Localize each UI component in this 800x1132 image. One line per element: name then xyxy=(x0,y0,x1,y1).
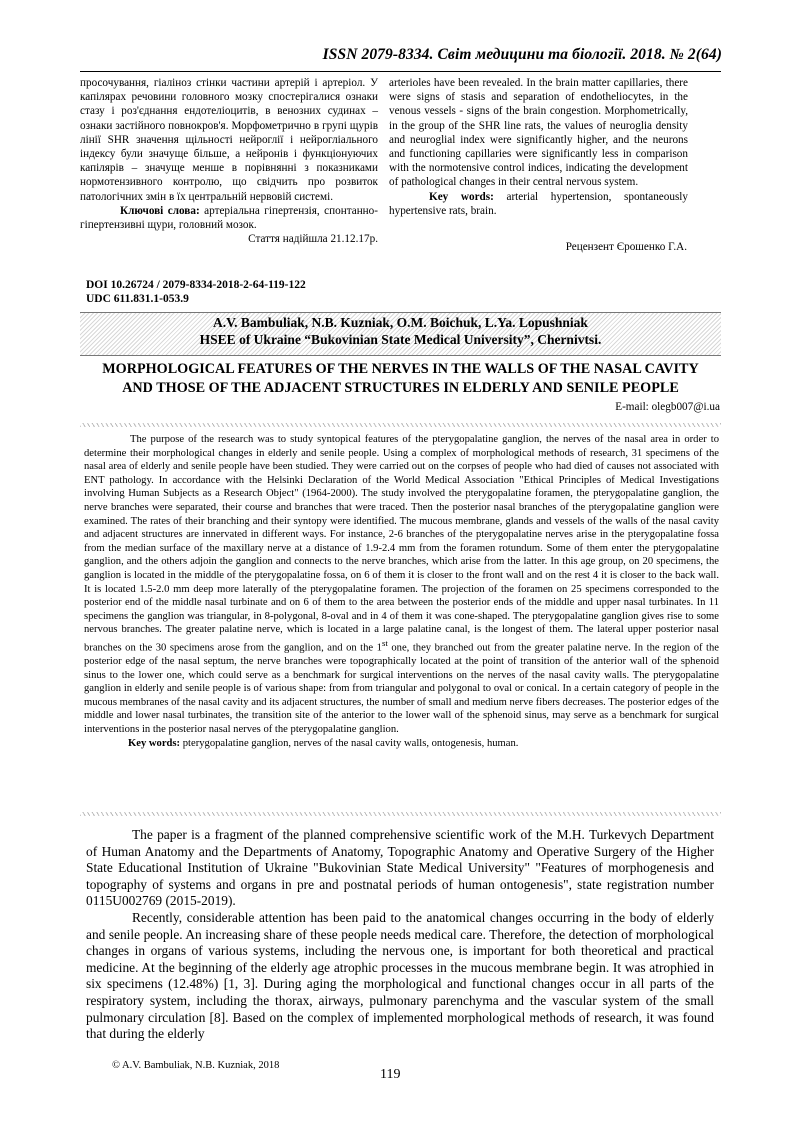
left-keywords-text: артеріальна гіпертензія, спонтанно-гіпертензивні щури, головний мозок. xyxy=(80,204,378,232)
institution: HSEE of Ukraine “Bukovinian State Medical University”, Chernivtsi. xyxy=(199,332,602,347)
authors: A.V. Bambuliak, N.B. Kuzniak, O.M. Boichuk, L.Ya. Lopushniak xyxy=(213,315,588,330)
left-keywords xyxy=(80,204,378,232)
abstract-keywords xyxy=(84,737,719,751)
abstract-superscript: st xyxy=(381,637,388,648)
article-title xyxy=(80,360,721,398)
reviewer: Рецензент Єрошенко Г.А. xyxy=(565,241,687,253)
doi-block xyxy=(86,278,306,306)
body-text xyxy=(86,827,714,1043)
author-banner xyxy=(80,314,721,348)
right-column xyxy=(389,76,688,218)
journal-header: ISSN 2079-8334. Світ медицини та біології. 2018. № 2(64) xyxy=(322,46,722,63)
left-column-text: просочування, гіаліноз стінки частини артерій і артеріол. У капілярах речовини головного мозку спостерігалися ознаки стазу і роз'єднання ендотеліоцитів, в венозних судинах – ознаки застійного повнокров'я. Морфометрично в групі щурів лінії SHR значення щільності нейроглії і нейрогліального індексу були значуще більше, а нейронів і функціонуючих капілярів – значуще менше в порівнянні з показниками нормотензивного контролю, що свідчить про розвиток патологічних змін в їх центральній нервовій системі. xyxy=(80,77,378,203)
left-keywords-label: Ключові слова: xyxy=(120,204,200,217)
abstract-bottom-divider xyxy=(80,812,721,816)
right-keywords-text: arterial hypertension, spontaneously hypertensive rats, brain. xyxy=(389,190,689,217)
body-paragraph-1: The paper is a fragment of the planned comprehensive scientific work of the M.H. Turkevych Department of Human Anatomy and the Departments of Anatomy, Topographic Anatomy and Operative Surgery of the Higher State Educational Institution of Ukraine "Bukovinian State Medical University" "Features of morphogenesis and topography of systems and organs in pre and postnatal periods of human ontogenesis", state registration number 0115U002769 (2015-2019). xyxy=(86,827,714,909)
abstract-top-divider xyxy=(80,423,721,427)
body-paragraph-2: Recently, considerable attention has been paid to the anatomical changes occurring in the body of elderly and senile people. An increasing share of these people needs medical care. Therefore, the detection of morphological changes in organs of various systems, including the nervous one, is important for both theoretical and practical medicine. At the beginning of the elderly age atrophic processes in the mucous membrane begin. It was atrophied in six specimens (12.48%) [1, 3]. During aging the morphological and functional changes occur in all parts of the respiratory system, including the thorax, airways, pulmonary parenchyma and the vascular system of the small pulmonary circulation [8]. Based on the complex of implemented morphological methods of research, it was found that during the elderly xyxy=(86,909,714,1042)
abstract-text xyxy=(84,433,719,737)
footer-copyright: © A.V. Bambuliak, N.B. Kuzniak, 2018 xyxy=(112,1060,280,1071)
doi: DOI 10.26724 / 2079-8334-2018-2-64-119-122 xyxy=(86,279,306,291)
right-keywords xyxy=(389,190,688,218)
abstract-keywords-text: pterygopalatine ganglion, nerves of the nasal cavity walls, ontogenesis, human. xyxy=(182,737,519,749)
title-line-2: AND THOSE OF THE ADJACENT STRUCTURES IN ELDERLY AND SENILE PEOPLE xyxy=(122,380,679,396)
contact-email: E-mail: olegb007@i.ua xyxy=(615,401,720,413)
right-keywords-label: Key words: xyxy=(429,190,494,203)
udc: UDC 611.831.1-053.9 xyxy=(86,293,189,305)
abstract-part-2: one, they branched out from the greater palatine nerve. In the region of the posterior edge of the nasal septum, the nerve branches were topographically located at the point of transition of the anterior wall of the sphenoid sinus to the lower one, which could serve as a benchmark for surgical interventions on the nerves of the nasal cavity walls. The pterygopalatine ganglion in elderly and senile people is of various shape: from from triangular and polygonal to oval or conical. In a certain category of people in the mucous membranes of the nasal cavity and its adjacent structures, the number of small and medium nerve fibers decreases. The posterior edges of the middle and lower nasal turbinates, the transition site of the anterior to the lower wall of the sphenoid sinus, may serve as a benchmark for surgical interventions in the posterior nasal nerves of the pterygopalatine ganglion. xyxy=(84,642,719,735)
right-column-text: arterioles have been revealed. In the brain matter capillaries, there were signs of stasis and separation of endotheliocytes, in the venous vessels - signs of the brain congestion. Morphometrically, in the group of the SHR line rats, the values of neuroglia density and neuroglial index were significantly higher, and the neurons and functioning capillaries were significantly less in comparison with the normotensive control indices, indicating the development of pathological changes in their central nervous system. xyxy=(389,77,688,189)
received-date: Стаття надійшла 21.12.17р. xyxy=(248,233,378,246)
header-rule xyxy=(80,71,721,72)
abstract-keywords-label: Key words: xyxy=(128,737,181,749)
abstract-part-1: The purpose of the research was to study syntopical features of the pterygopalatine ganglion, the nerves of the nasal area in order to determine their morphological changes in elderly and senile people. Using a complex of morphological methods of research, 31 specimens of the nasal area of elderly and senile people have been studied. They were carried out on the corpses of people who had died of causes not associated with ENT pathology. In accordance with the Helsinki Declaration of the World Medical Association "Ethical Principles of Medical Investigations involving Human Subjects as a Research Object" (1964-2000). The study involved the pterygopalatine foramen, the pterygopalatine ganglion, the nerve branches were separated, their course and branches that were traced. Then the posterior nasal branches of the pterygopalatine ganglion were examined. The rates of their branching and their syntopy were identified. The mucous membrane, glands and vessels of the walls of the nasal cavity and adjacent structures are innervated in different ways. For instance, 2-6 branches of the pterygopalatine nerves arise in the pterygopalatine fossa from the median surface of the maxillary nerve at a distance of 1.9-2.4 mm from the foramen rotundum. Some of them enter the pterygopalatine ganglion, and the others adjoin the ganglion and connects to the nerve branches, which arise from the latter. In this age group, on 20 specimens, the ganglion is located in the middle of the pterygopalatine fossa, on 6 of them it is closer to the front wall and on the rest 4 it is closer to the back wall. It is located 1.5-2.0 mm deep more laterally of the pterygopalatine foramen. The projection of the foramen on 25 specimens corresponded to the posterior end of the middle nasal turbinate and on 6 of them to the area between the posterior ends of the middle and upper nasal turbinates. In 11 specimens the ganglion was triangular, in 8-polygonal, 8-oval and in 4 of them it was cone-shaped. The pterygopalatine ganglion gives rise to some nervous branches. The greater palatine nerve, which is located in a large palatine canal, is the longest of them. The lateral upper posterior nasal branches on the 30 specimens arose from the ganglion, and on the 1 xyxy=(84,434,719,654)
title-line-1: MORPHOLOGICAL FEATURES OF THE NERVES IN THE WALLS OF THE NASAL CAVITY xyxy=(102,361,699,377)
left-column xyxy=(80,76,378,246)
abstract xyxy=(84,433,719,750)
page-number: 119 xyxy=(380,1067,401,1082)
